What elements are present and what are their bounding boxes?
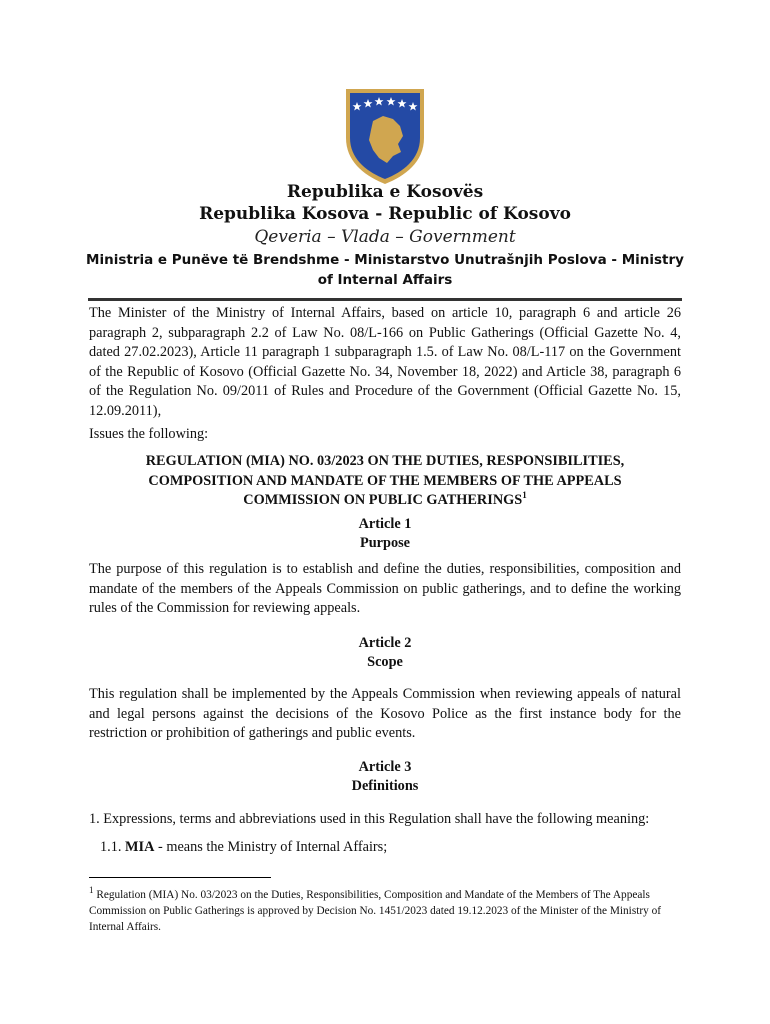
article-3-title: Definitions xyxy=(351,778,419,794)
article-1-number: Article 1 xyxy=(358,516,412,532)
article-2-number: Article 2 xyxy=(358,635,412,651)
article-1-text: The purpose of this regulation is to establish and define the duties, responsibilities, composition and mandate of the members of the Appeals Commission on public gatherings, and to define the working rules of the Commission for reviewing appeals. xyxy=(89,561,681,616)
definition-text: - means the Ministry of Internal Affairs; xyxy=(154,839,388,855)
header-line-1: Republika e Kosovës xyxy=(286,182,484,202)
preamble-paragraph: The Minister of the Ministry of Internal Affairs, based on article 10, paragraph 6 and article 26 paragraph 2, subparagraph 2.2 of Law No. 08/L-166 on Public Gatherings (Official Gazette No. 4, dated 27.02.2023), Article 11 paragraph 1 subparagraph 1.5. of Law No. 08/L-117 on the Government of the Republic of Kosovo (Official Gazette No. 34, November 18, 2022) and Article 38, paragraph 6 of the Regulation No. 09/2011 of Rules and Procedure of the Government (Official Gazette No. 15, 12.09.2011), xyxy=(89,305,681,419)
header-ministry: Ministria e Punëve të Brendshme - Ministarstvo Unutrašnjih Poslova - Ministry of Internal Affairs xyxy=(86,252,684,288)
definition-term: MIA xyxy=(125,839,155,855)
article-2-title: Scope xyxy=(367,654,403,670)
regulation-title xyxy=(122,452,648,511)
header-line-2: Republika Kosova - Republic of Kosovo xyxy=(199,204,571,224)
footnote-mark: 1 xyxy=(89,885,94,896)
article-1-title: Purpose xyxy=(359,535,411,551)
definition-number: 1.1. xyxy=(100,839,122,855)
issues-line: Issues the following: xyxy=(89,426,209,442)
article-3-intro: 1. Expressions, terms and abbreviations used in this Regulation shall have the following meaning: xyxy=(89,811,650,827)
regulation-title-text: REGULATION (MIA) NO. 03/2023 ON THE DUTIES, RESPONSIBILITIES, COMPOSITION AND MANDATE OF THE MEMBERS OF THE APPEALS COMMISSION ON PUBLIC GATHERINGS xyxy=(145,453,625,508)
kosovo-coat-of-arms-icon xyxy=(343,86,427,186)
article-2-text: This regulation shall be implemented by the Appeals Commission when reviewing appeals of natural and legal persons against the decisions of the Kosovo Police as the first instance body for the restriction or prohibition of gatherings and public events. xyxy=(89,686,681,741)
article-3-number: Article 3 xyxy=(358,759,412,775)
footnote xyxy=(89,887,681,935)
footnote-text: Regulation (MIA) No. 03/2023 on the Duties, Responsibilities, Composition and Mandate of the Members of The Appeals Commission on Public Gatherings is approved by Decision No. 1451/2023 dated 19.12.2023 of the Minister of the Ministry of Internal Affairs. xyxy=(89,889,662,933)
definition-item xyxy=(100,838,680,858)
header-divider xyxy=(88,298,682,301)
footnote-reference[interactable]: 1 xyxy=(522,490,527,501)
header-line-3: Qeveria – Vlada – Government xyxy=(254,227,516,247)
footnote-divider xyxy=(89,877,271,878)
